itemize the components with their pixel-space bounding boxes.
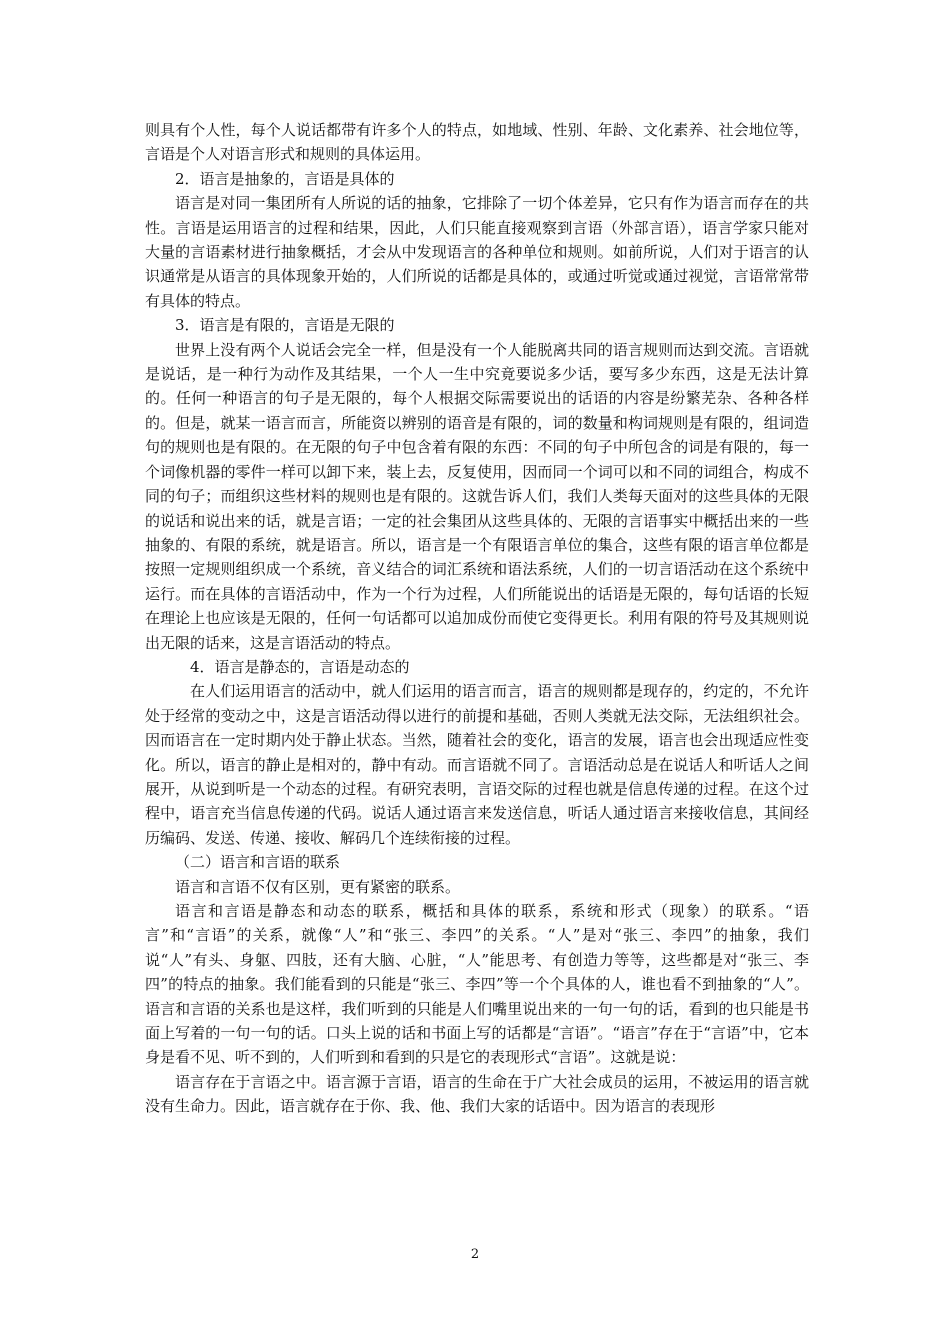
paragraph-abstract-concrete: 语言是对同一集团所有人所说的话的抽象，它排除了一切个体差异，它只有作为语言而存在的共性。言语是运用语言的过程和结果，因此，人们只能直接观察到言语（外部言语），语言学家只能对大量的言语素材进行抽象概括，才会从中发现语言的各种单位和规则。如前所说，人们对于语言的认识通常是从语言的具体现象开始的，人们所说的话都是具体的，或通过听觉或通过视觉，言语常常带有具体的特点。 bbox=[145, 194, 809, 310]
heading-point-4: 4．语言是静态的，言语是动态的 bbox=[190, 657, 410, 676]
paragraph-continuation: 则具有个人性，每个人说话都带有许多个人的特点，如地域、性别、年龄、文化素养、社会地位等，言语是个人对语言形式和规则的具体运用。 bbox=[145, 121, 809, 164]
heading-point-3: 3．语言是有限的，言语是无限的 bbox=[175, 316, 395, 335]
paragraph-connection-intro: 语言和言语不仅有区别，更有紧密的联系。 bbox=[175, 877, 461, 896]
paragraph-static-dynamic: 在人们运用语言的活动中，就人们运用的语言而言，语言的规则都是现存的，约定的，不允许处于经常的变动之中，这是言语活动得以进行的前提和基础，否则人类就无法交际，无法组织社会。因而语言在一定时期内处于静止状态。当然，随着社会的变化，语言的发展，语言也会出现适应性变化。所以，语言的静止是相对的，静中有动。而言语就不同了。言语活动总是在说话人和听话人之间展开，从说到听是一个动态的过程。有研究表明，言语交际的过程也就是信息传递的过程。在这个过程中，语言充当信息传递的代码。说话人通过语言来发送信息，听话人通过语言来接收信息，其间经历编码、发送、传递、接收、解码几个连续衔接的过程。 bbox=[145, 682, 809, 847]
paragraph-finite-infinite: 世界上没有两个人说话会完全一样，但是没有一个人能脱离共同的语言规则而达到交流。言语就是说话，是一种行为动作及其结果，一个人一生中究竟要说多少话，要写多少东西，这是无法计算的。任何一种语言的句子是无限的，每个人根据交际需要说出的话语的内容是纷繁芜杂、各种各样的。但是，就某一语言而言，所能资以辨别的语音是有限的，词的数量和构词规则是有限的，组词造句的规则也是有限的。在无限的句子中包含着有限的东西：不同的句子中所包含的词是有限的，每一个词像机器的零件一样可以卸下来，装上去，反复使用，因而同一个词可以和不同的词组合，构成不同的句子；而组织这些材料的规则也是有限的。这就告诉人们，我们人类每天面对的这些具体的无限的说话和说出来的话，就是言语；一定的社会集团从这些具体的、无限的言语事实中概括出来的一些抽象的、有限的系统，就是语言。所以，语言是一个有限语言单位的集合，这些有限的语言单位都是按照一定规则组织成一个系统，音义结合的词汇系统和语法系统，人们的一切言语活动在这个系统中运行。而在具体的言语活动中，作为一个行为过程，人们所能说出的话语是无限的，每句话语的长短在理论上也应该是无限的，任何一句话都可以追加成份而使它变得更长。利用有限的符号及其规则说出无限的话来，这是言语活动的特点。 bbox=[145, 340, 809, 652]
heading-point-2: 2．语言是抽象的，言语是具体的 bbox=[175, 169, 395, 188]
page-number: 2 bbox=[470, 1247, 480, 1262]
heading-section-2: （二）语言和言语的联系 bbox=[175, 853, 341, 872]
body-text bbox=[145, 118, 809, 1119]
paragraph-connection-analogy: 语言和言语是静态和动态的联系，概括和具体的联系，系统和形式（现象）的联系。“语言”和“言语”的关系，就像“人”和“张三、李四”的关系。“人”是对“张三、李四”的抽象，我们说“人”有头、身躯、四肢，还有大脑、心脏，“人”能思考、有创造力等等，这些都是对“张三、李四”的特点的抽象。我们能看到的只能是“张三、李四”等一个个具体的人，谁也看不到抽象的“人”。语言和言语的关系也是这样，我们听到的只能是人们嘴里说出来的一句一句的话，看到的也只能是书面上写着的一句一句的话。口头上说的话和书面上写的话都是“言语”。“语言”存在于“言语”中，它本身是看不见、听不到的，人们听到和看到的只是它的表现形式“言语”。这就是说： bbox=[145, 902, 809, 1067]
paragraph-language-in-speech: 语言存在于言语之中。语言源于言语，语言的生命在于广大社会成员的运用，不被运用的语言就没有生命力。因此，语言就存在于你、我、他、我们大家的话语中。因为语言的表现形 bbox=[145, 1072, 809, 1116]
